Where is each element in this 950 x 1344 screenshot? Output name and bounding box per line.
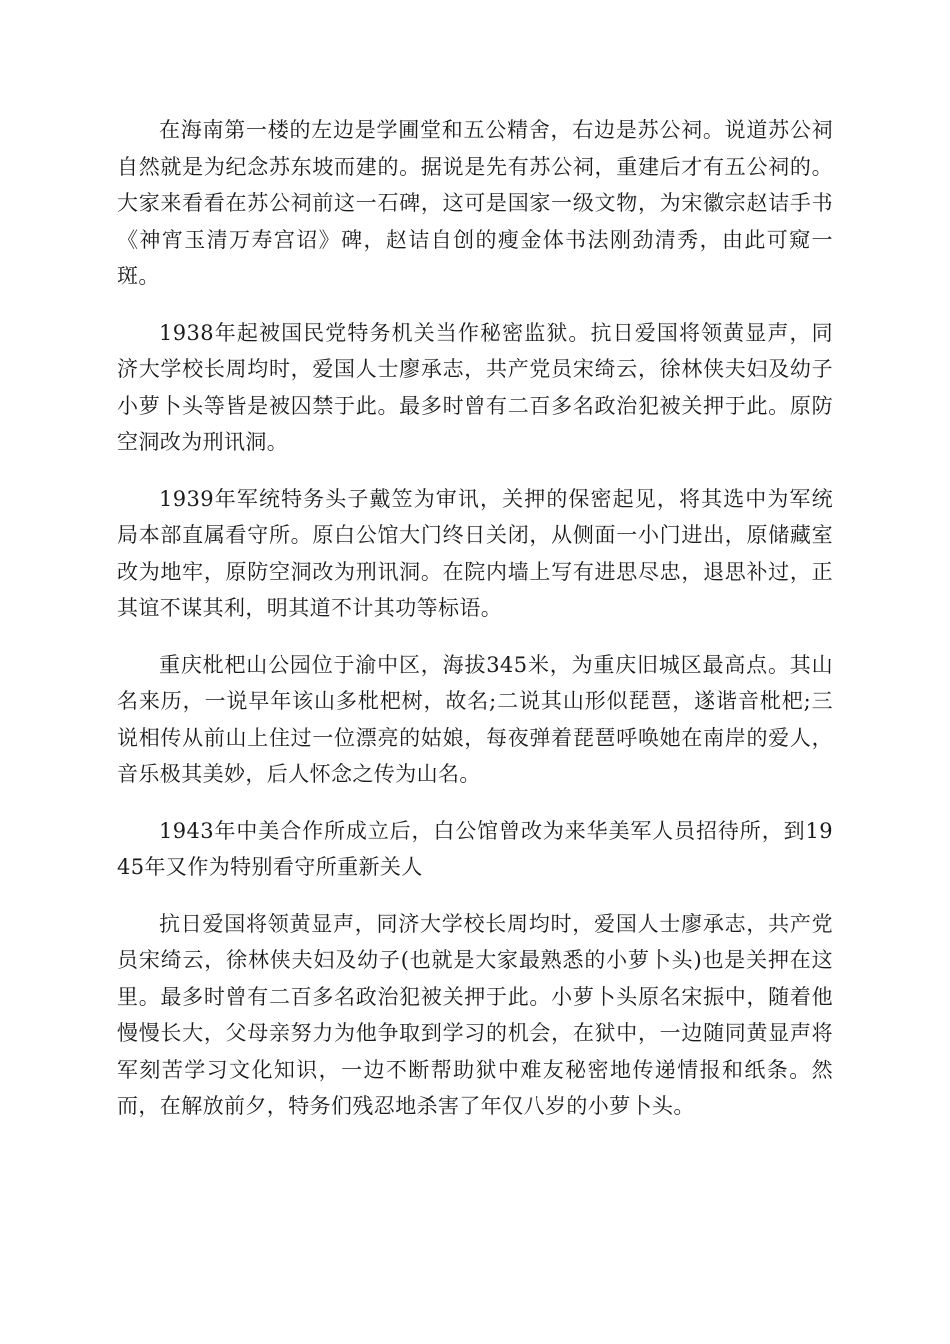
paragraph-1938-secret-prison: 1938年起被国民党特务机关当作秘密监狱。抗日爱国将领黄显声，同济大学校长周均时，爱国人士廖承志，共产党员宋绮云，徐林侠夫妇及幼子小萝卜头等皆是被囚禁于此。最多时曾有二百多名政治犯被关押于此。原防空洞改为刑讯洞。 [117, 320, 833, 454]
document-body [117, 112, 833, 1145]
paragraph-1939-detention-center: 1939年军统特务头子戴笠为审讯，关押的保密起见，将其选中为军统局本部直属看守所。原白公馆大门终日关闭，从侧面一小门进出，原储藏室改为地牢，原防空洞改为刑讯洞。在院内墙上写有进思尽忠，退思补过，正其谊不谋其利，明其道不计其功等标语。 [117, 486, 833, 620]
paragraph-1943-sino-american: 1943年中美合作所成立后，白公馆曾改为来华美军人员招待所，到1945年又作为特别看守所重新关人 [117, 818, 833, 879]
paragraph-su-gong-ci: 在海南第一楼的左边是学圃堂和五公精舍，右边是苏公祠。说道苏公祠自然就是为纪念苏东坡而建的。据说是先有苏公祠，重建后才有五公祠的。大家来看看在苏公祠前这一石碑，这可是国家一级文物，为宋徽宗赵诘手书《神宵玉清万寿宫诏》碑，赵诘自创的瘦金体书法刚劲清秀，由此可窥一斑。 [117, 118, 833, 288]
paragraph-xiao-luobotou: 抗日爱国将领黄显声，同济大学校长周均时，爱国人士廖承志，共产党员宋绮云，徐林侠夫妇及幼子(也就是大家最熟悉的小萝卜头)也是关押在这里。最多时曾有二百多名政治犯被关押于此。小萝卜头原名宋振中，随着他慢慢长大，父母亲努力为他争取到学习的机会，在狱中，一边随同黄显声将军刻苦学习文化知识，一边不断帮助狱中难友秘密地传递情报和纸条。然而，在解放前夕，特务们残忍地杀害了年仅八岁的小萝卜头。 [117, 911, 833, 1118]
paragraph-pipa-mountain-park: 重庆枇杷山公园位于渝中区，海拔345米，为重庆旧城区最高点。其山名来历，一说早年该山多枇杷树，故名;二说其山形似琵琶，遂谐音枇杷;三说相传从前山上住过一位漂亮的姑娘，每夜弹着琵琶呼唤她在南岸的爱人，音乐极其美妙，后人怀念之传为山名。 [117, 652, 833, 786]
